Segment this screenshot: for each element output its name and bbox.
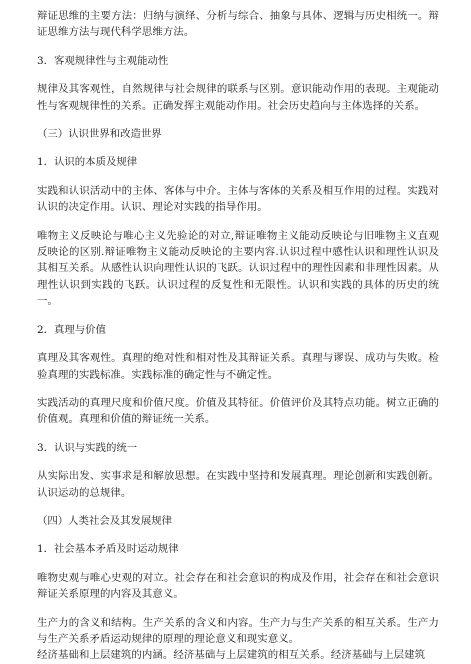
paragraph-productive-forces: 生产力的含义和结构。生产关系的含义和内容。生产力与生产关系的相互关系。生产力与生产关系矛盾运动规律的原理的理论意义和现实意义。 — [37, 616, 439, 645]
heading-objective-law: 3．客观规律性与主观能动性 — [37, 54, 169, 67]
paragraph-truth-objectivity: 真理及其客观性。真理的绝对性和相对性及其辩证关系。真理与谬误、成功与失败。检验真理的实践标准。实践标准的确定性与不确定性。 — [37, 352, 439, 381]
heading-section-four: （四）人类社会及其发展规律 — [37, 514, 173, 527]
paragraph-dialectical-methods: 辩证思维的主要方法：归纳与演绎、分析与综合、抽象与具体、逻辑与历史相统一。辩证思维方法与现代科学思维方法。 — [37, 10, 439, 39]
paragraph-economic-base: 经济基础和上层建筑的内涵。经济基础与上层建筑的相互关系。经济基础与上层建筑 — [37, 649, 426, 662]
paragraph-subject-object: 实践和认识活动中的主体、客体与中介。主体与客体的关系及相互作用的过程。实践对认识的决定作用。认识、理论对实践的指导作用。 — [37, 184, 439, 214]
document-page — [37, 8, 439, 664]
heading-truth-value: 2．真理与价值 — [37, 323, 106, 336]
heading-unity-cognition-practice: 3．认识与实践的统一 — [37, 441, 138, 454]
paragraph-seek-truth: 从实际出发、实事求是和解放思想。在实践中坚持和发展真理。理论创新和实践创新。认识运动的总规律。 — [37, 470, 439, 499]
paragraph-reflection-theory: 唯物主义反映论与唯心主义先验论的对立,辩证唯物主义能动反映论与旧唯物主义直观反映论的区别.辩证唯物主义能动反映论的主要内容.认识过程中感性认识和理性认识及其相互关系。从感性认识向理性认识的飞跃。认识过程中的理性因素和非理性因素。从理性认识到实践的飞跃。认识过程的反复性和无限性。认识和实践的具体的历史的统一。 — [37, 229, 439, 308]
paragraph-law-objectivity: 规律及其客观性，自然规律与社会规律的联系与区别。意识能动作用的表现。主观能动性与客观规律性的关系。正确发挥主观能动作用。社会历史趋向与主体选择的关系。 — [37, 83, 439, 112]
heading-social-contradiction: 1．社会基本矛盾及时运动规律 — [37, 543, 179, 556]
paragraph-historical-materialism: 唯物史观与唯心史观的对立。社会存在和社会意识的构成及作用，社会存在和社会意识辩证关系原理的内容及其意义。 — [37, 571, 439, 601]
heading-section-three: （三）认识世界和改造世界 — [37, 128, 162, 141]
heading-cognition-essence: 1．认识的本质及规律 — [37, 156, 138, 169]
paragraph-value-scale: 实践活动的真理尺度和价值尺度。价值及其特征。价值评价及其特点功能。树立正确的价值观。真理和价值的辩证统一关系。 — [37, 396, 439, 426]
